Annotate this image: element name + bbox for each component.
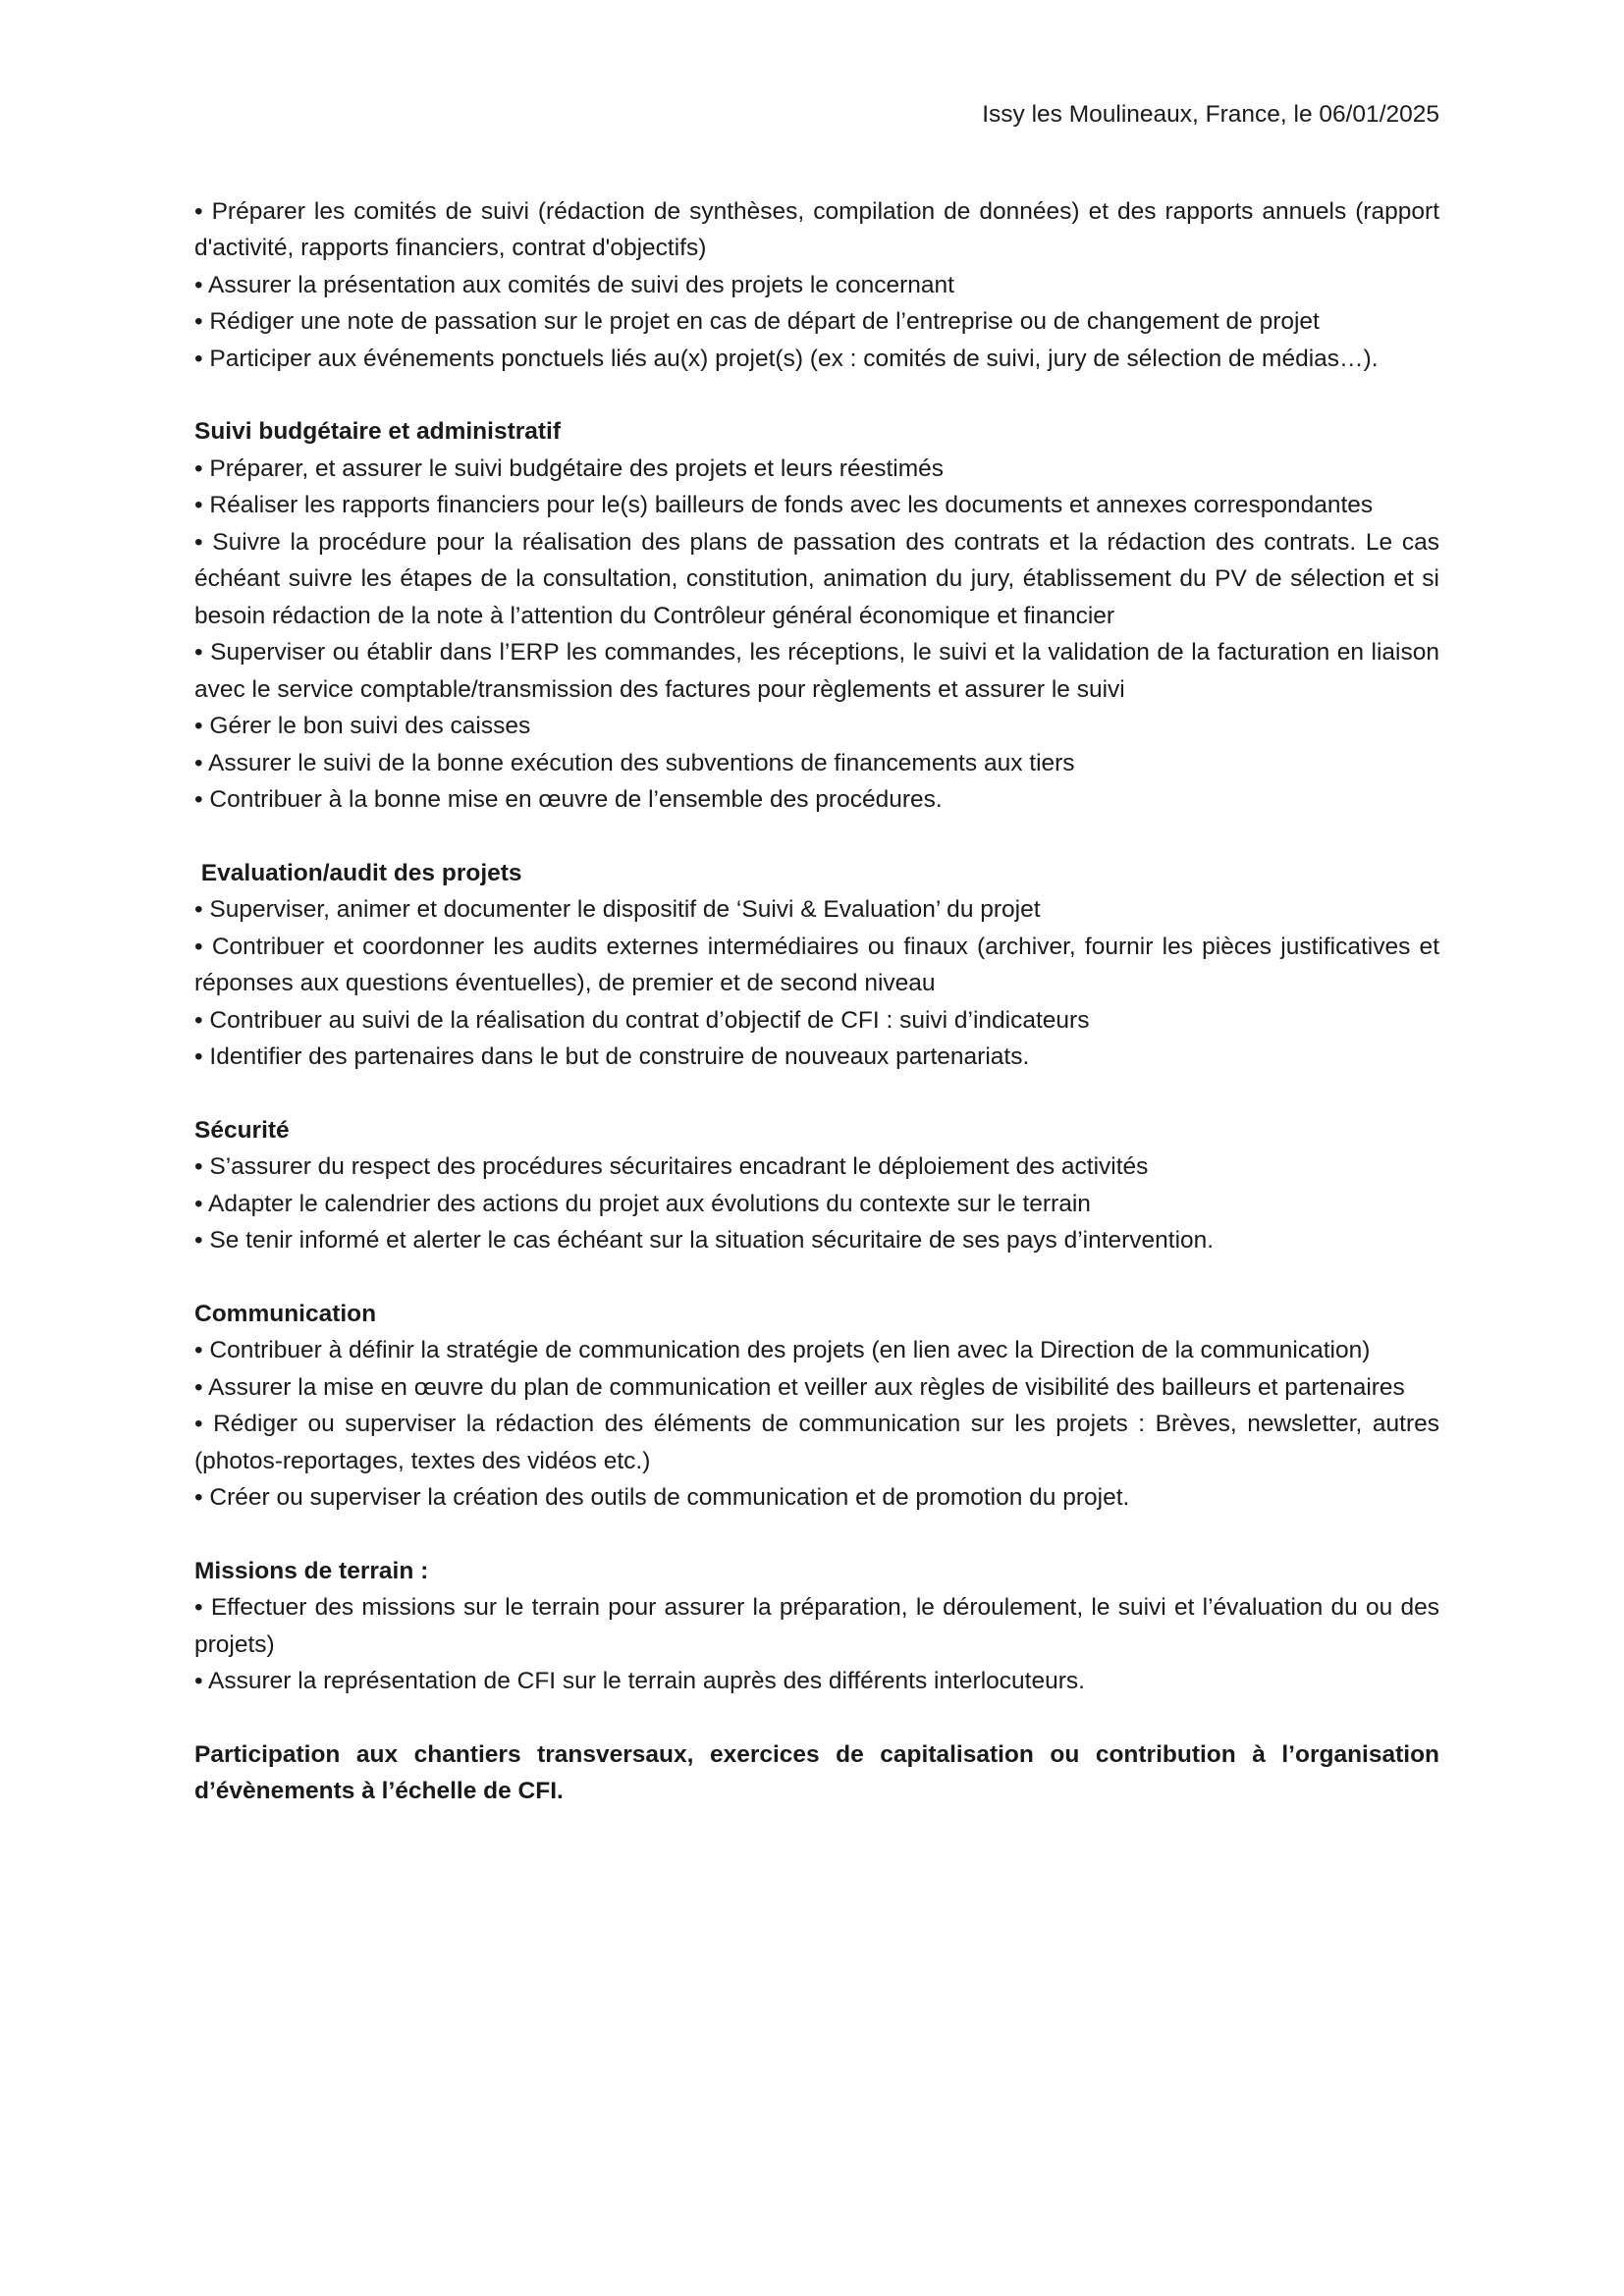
list-item: • Adapter le calendrier des actions du projet aux évolutions du contexte sur le terrain	[194, 1190, 1091, 1217]
list-item: • Rédiger ou superviser la rédaction des éléments de communication sur les projets : Brèves, newsletter, autres (photos-reportages, textes des vidéos etc.)	[194, 1411, 1439, 1474]
list-item: • Superviser, animer et documenter le dispositif de ‘Suivi & Evaluation’ du projet	[194, 896, 1041, 923]
list-item: • Créer ou superviser la création des outils de communication et de promotion du projet.	[194, 1484, 1130, 1511]
list-item: • Contribuer à la bonne mise en œuvre de l’ensemble des procédures.	[194, 786, 943, 813]
list-item: • Préparer les comités de suivi (rédaction de synthèses, compilation de données) et des rapports annuels (rapport d'activité, rapports financiers, contrat d'objectifs)	[194, 197, 1439, 261]
list-item: • Réaliser les rapports financiers pour le(s) bailleurs de fonds avec les documents et annexes correspondantes	[194, 492, 1374, 518]
list-item: • Suivre la procédure pour la réalisation des plans de passation des contrats et la rédaction des contrats. Le cas échéant suivre les étapes de la consultation, constitution, animation du jury, établissement du PV de sélection et si besoin rédaction de la note à l’attention du Contrôleur général économique et financier	[194, 528, 1439, 629]
section-heading: Evaluation/audit des projets	[194, 859, 522, 886]
list-item: • Assurer la présentation aux comités de suivi des projets le concernant	[194, 271, 954, 298]
list-item: • Rédiger une note de passation sur le projet en cas de départ de l’entreprise ou de changement de projet	[194, 308, 1320, 335]
section-heading: Missions de terrain :	[194, 1557, 429, 1584]
list-item: • Identifier des partenaires dans le but de construire de nouveaux partenariats.	[194, 1043, 1030, 1070]
date-line: Issy les Moulineaux, France, le 06/01/2025	[982, 101, 1439, 128]
list-item: • Contribuer à définir la stratégie de communication des projets (en lien avec la Direction de la communication)	[194, 1337, 1371, 1363]
list-item: • Participer aux événements ponctuels liés au(x) projet(s) (ex : comités de suivi, jury de sélection de médias…).	[194, 345, 1379, 372]
list-item: • Assurer la représentation de CFI sur le terrain auprès des différents interlocuteurs.	[194, 1668, 1085, 1694]
list-item: • Superviser ou établir dans l’ERP les commandes, les réceptions, le suivi et la validation de la facturation en liaison avec le service comptable/transmission des factures pour règlements et assurer le suivi	[194, 639, 1439, 703]
list-item: • Assurer le suivi de la bonne exécution des subventions de financements aux tiers	[194, 749, 1075, 776]
section-heading: Communication	[194, 1300, 377, 1327]
list-item: • Se tenir informé et alerter le cas échéant sur la situation sécuritaire de ses pays d’intervention.	[194, 1227, 1215, 1254]
list-item: • Gérer le bon suivi des caisses	[194, 713, 531, 739]
section-budget-admin	[194, 413, 1439, 819]
intro-section	[194, 193, 1439, 378]
document-page	[194, 96, 1439, 1810]
list-item: • Assurer la mise en œuvre du plan de communication et veiller aux règles de visibilité des bailleurs et partenaires	[194, 1373, 1405, 1401]
section-securite	[194, 1112, 1439, 1259]
list-item: • Préparer, et assurer le suivi budgétaire des projets et leurs réestimés	[194, 454, 944, 482]
list-item: • Contribuer au suivi de la réalisation du contrat d’objectif de CFI : suivi d’indicateurs	[194, 1006, 1090, 1034]
section-heading: Sécurité	[194, 1116, 290, 1144]
section-communication	[194, 1296, 1439, 1517]
section-heading: Suivi budgétaire et administratif	[194, 418, 562, 445]
closing-statement: Participation aux chantiers transversaux, exercices de capitalisation ou contribution à l’organisation d’évènements à l’échelle de CFI.	[194, 1740, 1439, 1804]
list-item: • Effectuer des missions sur le terrain pour assurer la préparation, le déroulement, le suivi et l’évaluation du ou des projets)	[194, 1594, 1439, 1658]
section-evaluation-audit	[194, 855, 1439, 1076]
section-missions-terrain	[194, 1553, 1439, 1700]
list-item: • Contribuer et coordonner les audits externes intermédiaires ou finaux (archiver, fournir les pièces justificatives et réponses aux questions éventuelles), de premier et de second niveau	[194, 933, 1439, 996]
list-item: • S’assurer du respect des procédures sécuritaires encadrant le déploiement des activités	[194, 1153, 1149, 1180]
